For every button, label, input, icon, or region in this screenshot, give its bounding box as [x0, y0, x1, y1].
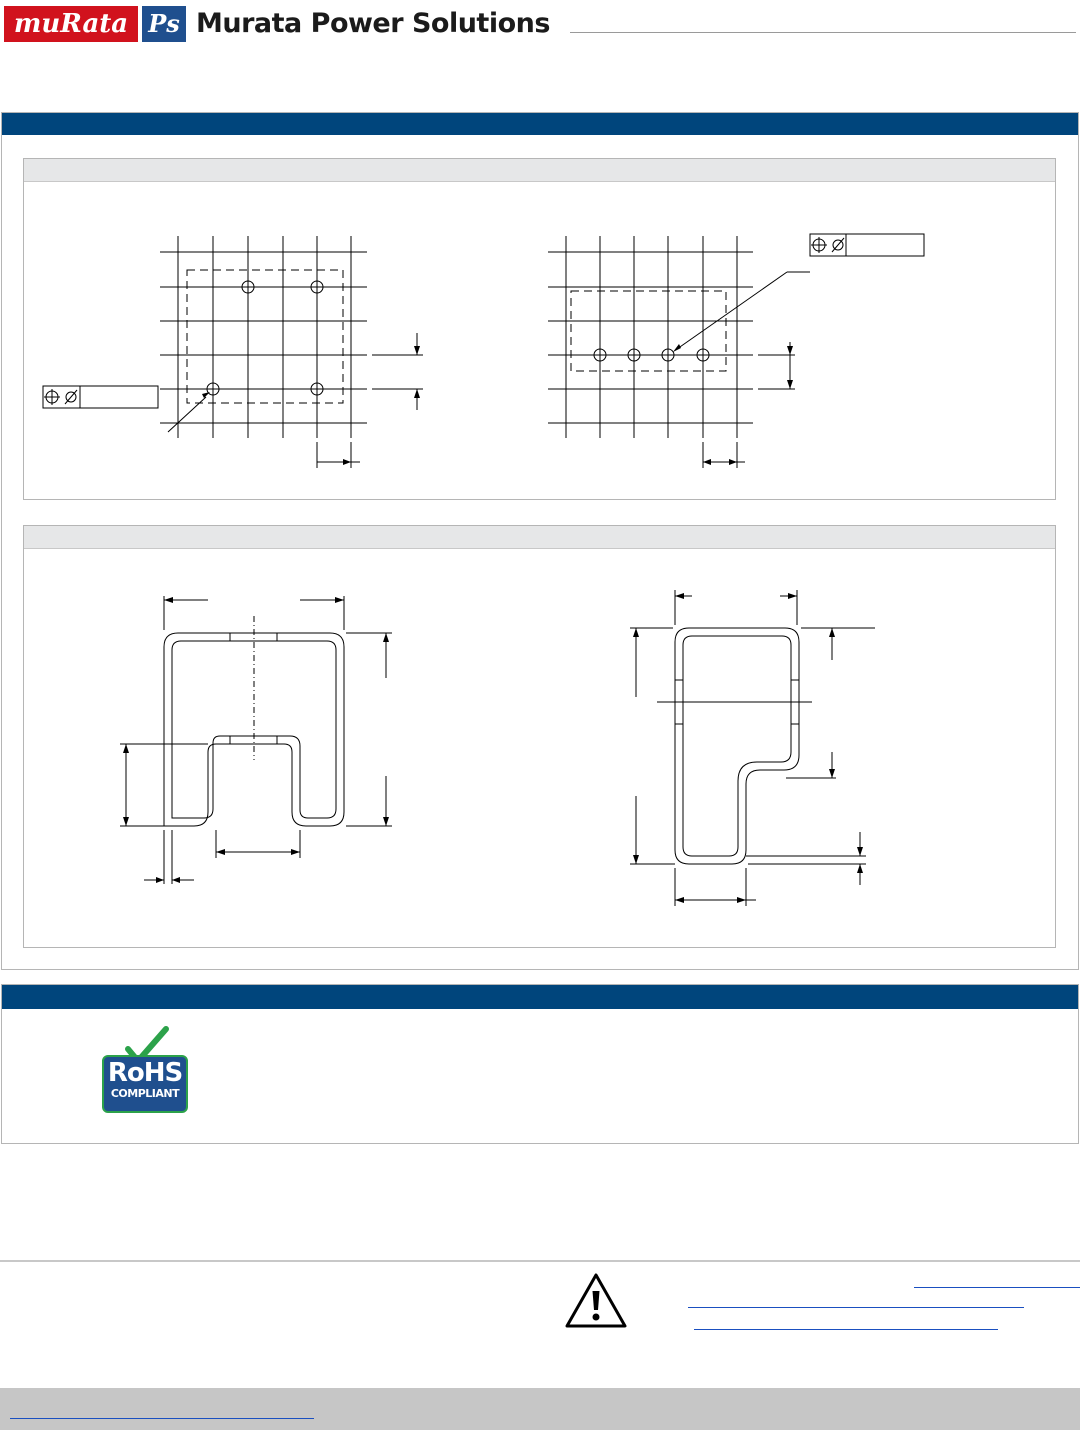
footer-link-3[interactable] — [694, 1329, 998, 1330]
warning-triangle-icon — [564, 1272, 628, 1330]
murata-logo: muRata — [4, 6, 138, 42]
rohs-section-bar — [2, 985, 1078, 1009]
footer-rule — [0, 1260, 1080, 1262]
rohs-subtitle: COMPLIANT — [110, 1087, 180, 1100]
ps-logo: Ps — [142, 6, 186, 42]
footer-bar — [0, 1388, 1080, 1430]
footer-link-2[interactable] — [688, 1307, 1024, 1308]
rohs-label-box — [102, 1055, 188, 1113]
footer-bar-link[interactable] — [10, 1418, 314, 1419]
company-name: Murata Power Solutions — [196, 8, 550, 39]
rohs-title: RoHS — [107, 1058, 183, 1088]
footer-link-1[interactable] — [914, 1287, 1080, 1288]
rohs-badge — [100, 1027, 192, 1117]
